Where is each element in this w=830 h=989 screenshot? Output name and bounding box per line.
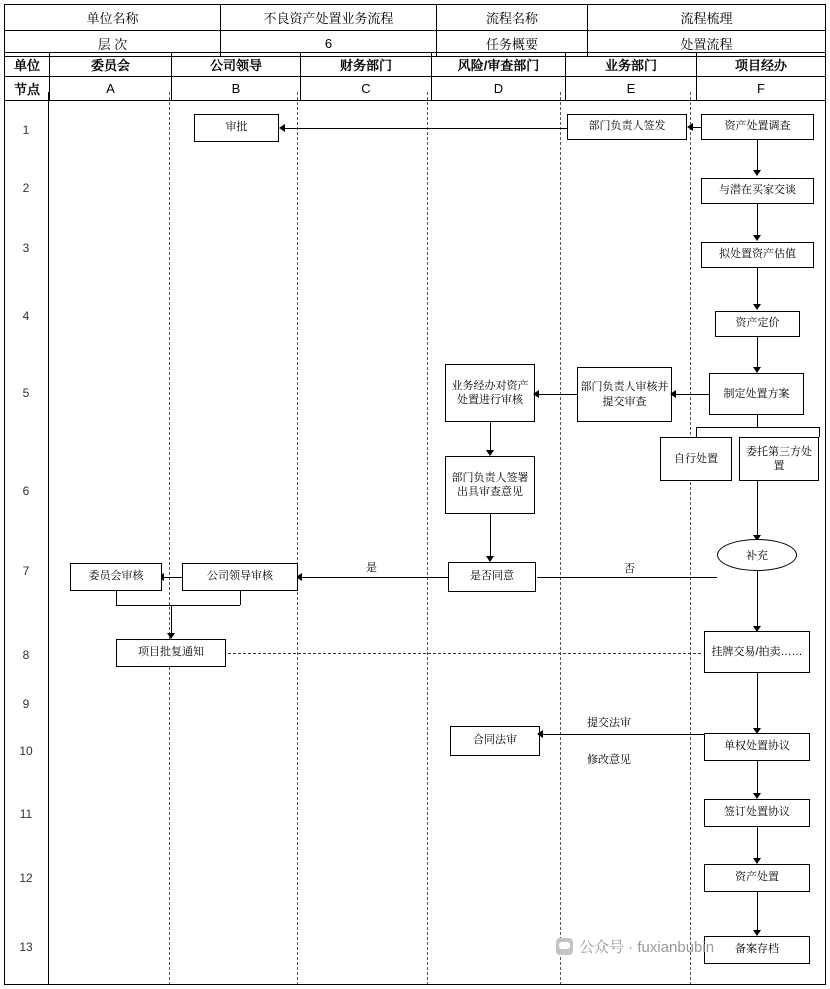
arrow-left-icon bbox=[687, 123, 693, 131]
node-approve[interactable]: 审批 bbox=[194, 114, 279, 142]
connector-leader-down bbox=[240, 591, 241, 605]
connector-listing-to-draft bbox=[757, 673, 758, 730]
dashed-connector-notice-to-listing bbox=[228, 653, 701, 654]
grid-border-left bbox=[4, 92, 5, 985]
node-asset-price[interactable]: 资产定价 bbox=[715, 311, 800, 337]
column-letter-f: F bbox=[697, 77, 826, 101]
node-dept-opinion[interactable]: 部门负责人签署出具审查意见 bbox=[445, 456, 535, 514]
row-number: 1 bbox=[22, 123, 30, 137]
arrow-left-icon bbox=[279, 124, 285, 132]
process-name-value: 流程梳理 bbox=[588, 5, 826, 31]
column-letter-e: E bbox=[566, 77, 697, 101]
edge-label-revise: 修改意见 bbox=[587, 754, 631, 766]
connector-buyer-to-eval bbox=[757, 204, 758, 237]
connector-merge-bus bbox=[116, 605, 240, 606]
column-letter-c: C bbox=[301, 77, 432, 101]
node-column-label: 节点 bbox=[5, 77, 50, 101]
grid-line-a bbox=[169, 92, 170, 985]
arrow-down-icon bbox=[753, 235, 761, 241]
task-summary-label: 任务概要 bbox=[437, 31, 588, 57]
node-agree[interactable]: 是否同意 bbox=[448, 562, 536, 592]
node-buyer-talk[interactable]: 与潜在买家交谈 bbox=[701, 178, 814, 204]
node-asset-survey[interactable]: 资产处置调查 bbox=[701, 114, 814, 140]
column-head-c: 财务部门 bbox=[301, 53, 432, 77]
connector-deptsign-to-approve bbox=[284, 128, 567, 129]
process-name-label: 流程名称 bbox=[437, 5, 588, 31]
title-table bbox=[4, 4, 826, 57]
node-project-notice[interactable]: 项目批复通知 bbox=[116, 639, 226, 667]
grid-border-right bbox=[825, 92, 826, 985]
row-number: 13 bbox=[19, 940, 33, 954]
node-supplement[interactable]: 补充 bbox=[717, 539, 797, 571]
row-number: 8 bbox=[22, 648, 30, 662]
row-number: 6 bbox=[22, 484, 30, 498]
connector-bizreview-to-opinion bbox=[490, 422, 491, 452]
node-draft-agreement[interactable]: 单权处置协议 bbox=[704, 733, 810, 761]
connector-supplement-to-listing bbox=[757, 571, 758, 628]
node-listing[interactable]: 挂牌交易/拍卖…… bbox=[704, 631, 810, 673]
swimlane-grid bbox=[4, 92, 826, 985]
connector-leader-to-committee bbox=[162, 577, 183, 578]
connector-survey-to-buyer bbox=[757, 140, 758, 172]
connector-dispose-to-archive bbox=[757, 892, 758, 932]
connector-draft-to-sign bbox=[757, 761, 758, 795]
title-row-1 bbox=[5, 5, 826, 31]
node-leader-review[interactable]: 公司领导审核 bbox=[182, 563, 298, 591]
node-contract-review[interactable]: 合同法审 bbox=[450, 726, 540, 756]
node-biz-review[interactable]: 业务经办对资产处置进行审核 bbox=[445, 364, 535, 422]
grid-line-b bbox=[297, 92, 298, 985]
connector-merge-to-notice bbox=[171, 605, 172, 635]
row-number: 11 bbox=[19, 807, 33, 821]
edge-label-no: 否 bbox=[624, 563, 635, 575]
unit-column-label: 单位 bbox=[5, 53, 50, 77]
row-number: 12 bbox=[19, 871, 33, 885]
unit-name-value: 不良资产处置业务流程 bbox=[221, 5, 437, 31]
column-letter-d: D bbox=[432, 77, 566, 101]
node-third-party[interactable]: 委托第三方处置 bbox=[739, 437, 819, 481]
grid-line-e bbox=[690, 92, 691, 985]
connector-plan-to-deptreview bbox=[673, 394, 709, 395]
row-number: 3 bbox=[22, 241, 30, 255]
unit-name-label: 单位名称 bbox=[5, 5, 221, 31]
arrow-down-icon bbox=[753, 304, 761, 310]
column-letter-b: B bbox=[172, 77, 301, 101]
connector-opinion-to-agree bbox=[490, 514, 491, 558]
row-number: 9 bbox=[22, 697, 30, 711]
connector-plan-branch-bus bbox=[696, 427, 819, 428]
connector-draft-to-contract bbox=[541, 734, 704, 735]
grid-line-c bbox=[427, 92, 428, 985]
wechat-icon bbox=[556, 938, 573, 955]
arrow-left-icon bbox=[533, 390, 539, 398]
row-number: 5 bbox=[22, 386, 30, 400]
node-dept-review[interactable]: 部门负责人审核并提交审查 bbox=[577, 367, 672, 422]
grid-line-d bbox=[560, 92, 561, 985]
column-letter-a: A bbox=[50, 77, 172, 101]
column-name-row bbox=[5, 53, 826, 77]
connector-eval-to-price bbox=[757, 268, 758, 306]
connector-agree-yes bbox=[301, 577, 448, 578]
node-dept-sign[interactable]: 部门负责人签发 bbox=[567, 114, 687, 140]
connector-branch-left bbox=[696, 427, 697, 437]
node-dispose[interactable]: 资产处置 bbox=[704, 864, 810, 892]
connector-committee-down bbox=[116, 591, 117, 605]
connector-branch-right bbox=[819, 427, 820, 437]
row-number: 7 bbox=[22, 564, 30, 578]
node-committee-review[interactable]: 委员会审核 bbox=[70, 563, 162, 591]
watermark-text: 公众号 · fuxianbubin bbox=[579, 939, 715, 956]
edge-label-submit-legal: 提交法审 bbox=[587, 717, 631, 729]
row-number: 2 bbox=[22, 181, 30, 195]
level-value: 6 bbox=[221, 31, 437, 57]
column-head-b: 公司领导 bbox=[172, 53, 301, 77]
connector-agree-no bbox=[537, 577, 717, 578]
connector-sign-to-dispose bbox=[757, 827, 758, 860]
grid-line-node bbox=[48, 92, 49, 985]
connector-price-to-plan bbox=[757, 337, 758, 369]
column-head-f: 项目经办 bbox=[697, 53, 826, 77]
node-asset-eval[interactable]: 拟处置资产估值 bbox=[701, 242, 814, 268]
arrow-down-icon bbox=[753, 170, 761, 176]
connector-third-to-supplement bbox=[757, 481, 758, 537]
node-self-dispose[interactable]: 自行处置 bbox=[660, 437, 732, 481]
column-head-a: 委员会 bbox=[50, 53, 172, 77]
connector-plan-branch bbox=[757, 415, 758, 427]
connector-deptreview-to-bizreview bbox=[536, 394, 577, 395]
row-number: 10 bbox=[19, 744, 33, 758]
grid-border-bottom bbox=[4, 984, 826, 985]
column-head-e: 业务部门 bbox=[566, 53, 697, 77]
arrow-left-icon bbox=[537, 730, 543, 738]
arrow-left-icon bbox=[670, 390, 676, 398]
node-plan[interactable]: 制定处置方案 bbox=[709, 373, 804, 415]
row-number: 4 bbox=[22, 309, 30, 323]
node-sign-agreement[interactable]: 签订处置协议 bbox=[704, 799, 810, 827]
edge-label-yes: 是 bbox=[366, 562, 377, 574]
level-label: 层 次 bbox=[5, 31, 221, 57]
column-head-d: 风险/审查部门 bbox=[432, 53, 566, 77]
node-archive[interactable]: 备案存档 bbox=[704, 936, 810, 964]
task-summary-value: 处置流程 bbox=[588, 31, 826, 57]
watermark bbox=[556, 936, 714, 957]
